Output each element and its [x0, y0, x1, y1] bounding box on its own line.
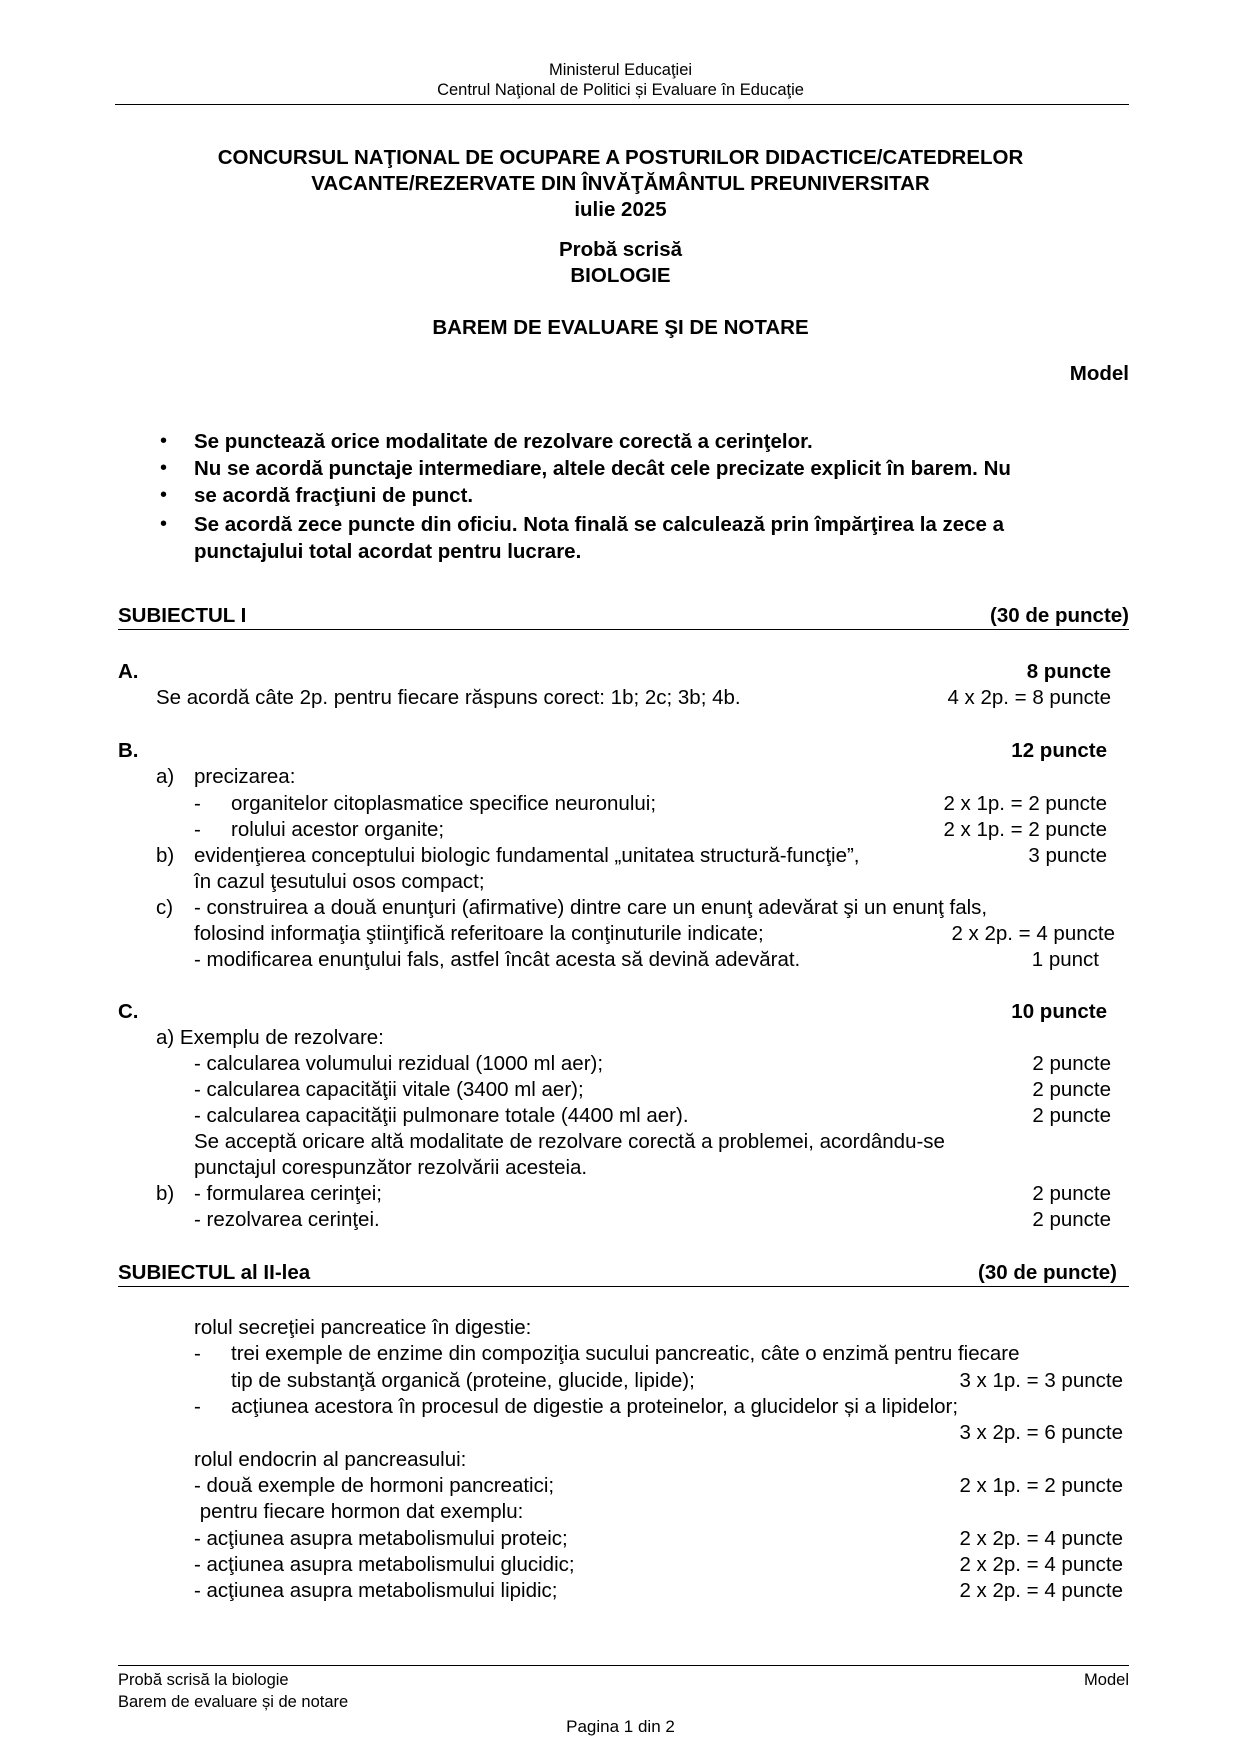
item-B-a2-score: 2 x 1p. = 2 puncte — [943, 818, 1107, 841]
s2-h3-score: 2 x 2p. = 4 puncte — [959, 1527, 1123, 1550]
item-C-a2-score: 2 puncte — [1032, 1078, 1111, 1101]
footer-model: Model — [1084, 1671, 1129, 1689]
subject-label: BIOLOGIE — [570, 264, 671, 287]
s2-h5-score: 2 x 2p. = 4 puncte — [959, 1579, 1123, 1602]
header-ministry: Ministerul Educaţiei — [548, 61, 693, 79]
item-B-b-text2: în cazul ţesutului osos compact; — [194, 870, 485, 893]
s2-item1-line2: tip de substanţă organică (proteine, glucide, lipide); — [231, 1369, 695, 1392]
dash: - — [194, 1342, 201, 1365]
bullet-icon: • — [160, 484, 168, 506]
dash: - — [194, 818, 201, 841]
title-line1: CONCURSUL NAŢIONAL DE OCUPARE A POSTURILOR DIDACTICE/CATEDRELOR — [217, 146, 1024, 169]
item-C-points: 10 puncte — [1011, 1000, 1107, 1023]
dash: - — [194, 1395, 201, 1418]
item-B-b-label: b) — [156, 844, 175, 867]
item-C-a2: - calcularea capacităţii vitale (3400 ml aer); — [194, 1078, 584, 1101]
rule-3: se acordă fracţiuni de punct. — [194, 484, 474, 507]
s2-item1-line1: trei exemple de enzime din compoziţia sucului pancreatic, câte o enzimă pentru fiecare — [231, 1342, 1020, 1365]
section-1-points: (30 de puncte) — [990, 604, 1129, 627]
s2-intro-digestion: rolul secreţiei pancreatice în digestie: — [194, 1316, 532, 1339]
item-B-points: 12 puncte — [1011, 739, 1107, 762]
section-2-rule — [118, 1286, 1129, 1287]
s2-h5: - acţiunea asupra metabolismului lipidic; — [194, 1579, 558, 1602]
page-number: Pagina 1 din 2 — [566, 1717, 675, 1736]
item-C-a3: - calcularea capacităţii pulmonare totale (4400 ml aer). — [194, 1104, 689, 1127]
bullet-icon: • — [160, 457, 168, 479]
item-B-c-text3: - modificarea enunţului fals, astfel încât acesta să devină adevărat. — [194, 948, 801, 971]
item-B-a-text: precizarea: — [194, 765, 296, 788]
item-B-b-text1: evidenţierea conceptului biologic fundamental „unitatea structură-funcţie”, — [194, 844, 860, 867]
item-C-a1: - calcularea volumului rezidual (1000 ml aer); — [194, 1052, 604, 1075]
item-B-c-text1: - construirea a două enunţuri (afirmative) dintre care un enunţ adevărat şi un enunţ fals, — [194, 896, 988, 919]
header-rule — [115, 104, 1129, 105]
section-2-title: SUBIECTUL al II-lea — [118, 1261, 311, 1284]
item-C-b1-score: 2 puncte — [1032, 1182, 1111, 1205]
item-C-b2-score: 2 puncte — [1032, 1208, 1111, 1231]
s2-h4-score: 2 x 2p. = 4 puncte — [959, 1553, 1123, 1576]
s2-intro-endocrine: rolul endocrin al pancreasului: — [194, 1448, 467, 1471]
bullet-icon: • — [160, 513, 168, 535]
footer-left-line1: Probă scrisă la biologie — [118, 1671, 289, 1689]
s2-h1-score: 2 x 1p. = 2 puncte — [959, 1474, 1123, 1497]
item-A-label: A. — [118, 660, 139, 683]
item-C-b2: - rezolvarea cerinţei. — [194, 1208, 380, 1231]
rule-2: Nu se acordă punctaje intermediare, altele decât cele precizate explicit în barem. Nu — [194, 457, 1011, 480]
item-B-c-text2: folosind informaţia ştiinţifică referitoare la conţinuturile indicate; — [194, 922, 764, 945]
item-B-label: B. — [118, 739, 139, 762]
item-C-b1: - formularea cerinţei; — [194, 1182, 382, 1205]
item-B-b-score: 3 puncte — [1028, 844, 1107, 867]
item-A-score: 4 x 2p. = 8 puncte — [947, 686, 1111, 709]
rule-5: punctajului total acordat pentru lucrare. — [194, 540, 582, 563]
item-C-a1-score: 2 puncte — [1032, 1052, 1111, 1075]
item-B-a1-score: 2 x 1p. = 2 puncte — [943, 792, 1107, 815]
rule-1: Se punctează orice modalitate de rezolvare corectă a cerinţelor. — [194, 430, 813, 453]
item-B-c-score2: 1 punct — [1031, 948, 1099, 971]
item-B-c-score1: 2 x 2p. = 4 puncte — [951, 922, 1115, 945]
s2-item2-line1: acţiunea acestora în procesul de digestie a proteinelor, a glucidelor și a lipidelor; — [231, 1395, 959, 1418]
item-A-text: Se acordă câte 2p. pentru fiecare răspuns corect: 1b; 2c; 3b; 4b. — [156, 686, 741, 709]
model-label: Model — [1069, 362, 1129, 385]
item-B-a2: rolului acestor organite; — [231, 818, 445, 841]
header-center: Centrul Naţional de Politici și Evaluare în Educaţie — [437, 81, 804, 99]
item-C-label: C. — [118, 1000, 139, 1023]
item-B-c-label: c) — [156, 896, 174, 919]
rule-4: Se acordă zece puncte din oficiu. Nota finală se calculează prin împărţirea la zece a — [194, 513, 1005, 536]
item-B-a-label: a) — [156, 765, 175, 788]
s2-item2-score: 3 x 2p. = 6 puncte — [959, 1421, 1123, 1444]
item-C-a3-score: 2 puncte — [1032, 1104, 1111, 1127]
s2-h4: - acţiunea asupra metabolismului glucidic; — [194, 1553, 575, 1576]
s2-h2: pentru fiecare hormon dat exemplu: — [194, 1500, 524, 1523]
dash: - — [194, 792, 201, 815]
s2-h3: - acţiunea asupra metabolismului proteic; — [194, 1527, 568, 1550]
item-A-points: 8 puncte — [1026, 660, 1111, 683]
item-C-a-text: a) Exemplu de rezolvare: — [156, 1026, 384, 1049]
bullet-icon: • — [160, 430, 168, 452]
footer-left-line2: Barem de evaluare și de notare — [118, 1693, 349, 1711]
title-line2: VACANTE/REZERVATE DIN ÎNVĂŢĂMÂNTUL PREUNIVERSITAR — [311, 172, 930, 195]
probe-label: Probă scrisă — [558, 238, 683, 261]
footer-rule — [118, 1665, 1129, 1666]
item-C-b-label: b) — [156, 1182, 175, 1205]
s2-item1-score: 3 x 1p. = 3 puncte — [959, 1369, 1123, 1392]
title-date: iulie 2025 — [574, 198, 667, 221]
section-1-title: SUBIECTUL I — [118, 604, 247, 627]
barem-title: BAREM DE EVALUARE ŞI DE NOTARE — [432, 316, 809, 339]
item-C-note1: Se acceptă oricare altă modalitate de rezolvare corectă a problemei, acordându-se — [194, 1130, 945, 1153]
section-2-points: (30 de puncte) — [978, 1261, 1117, 1284]
item-C-note2: punctajul corespunzător rezolvării acesteia. — [194, 1156, 588, 1179]
s2-h1: - două exemple de hormoni pancreatici; — [194, 1474, 555, 1497]
section-1-rule — [118, 629, 1129, 630]
item-B-a1: organitelor citoplasmatice specifice neuronului; — [231, 792, 657, 815]
